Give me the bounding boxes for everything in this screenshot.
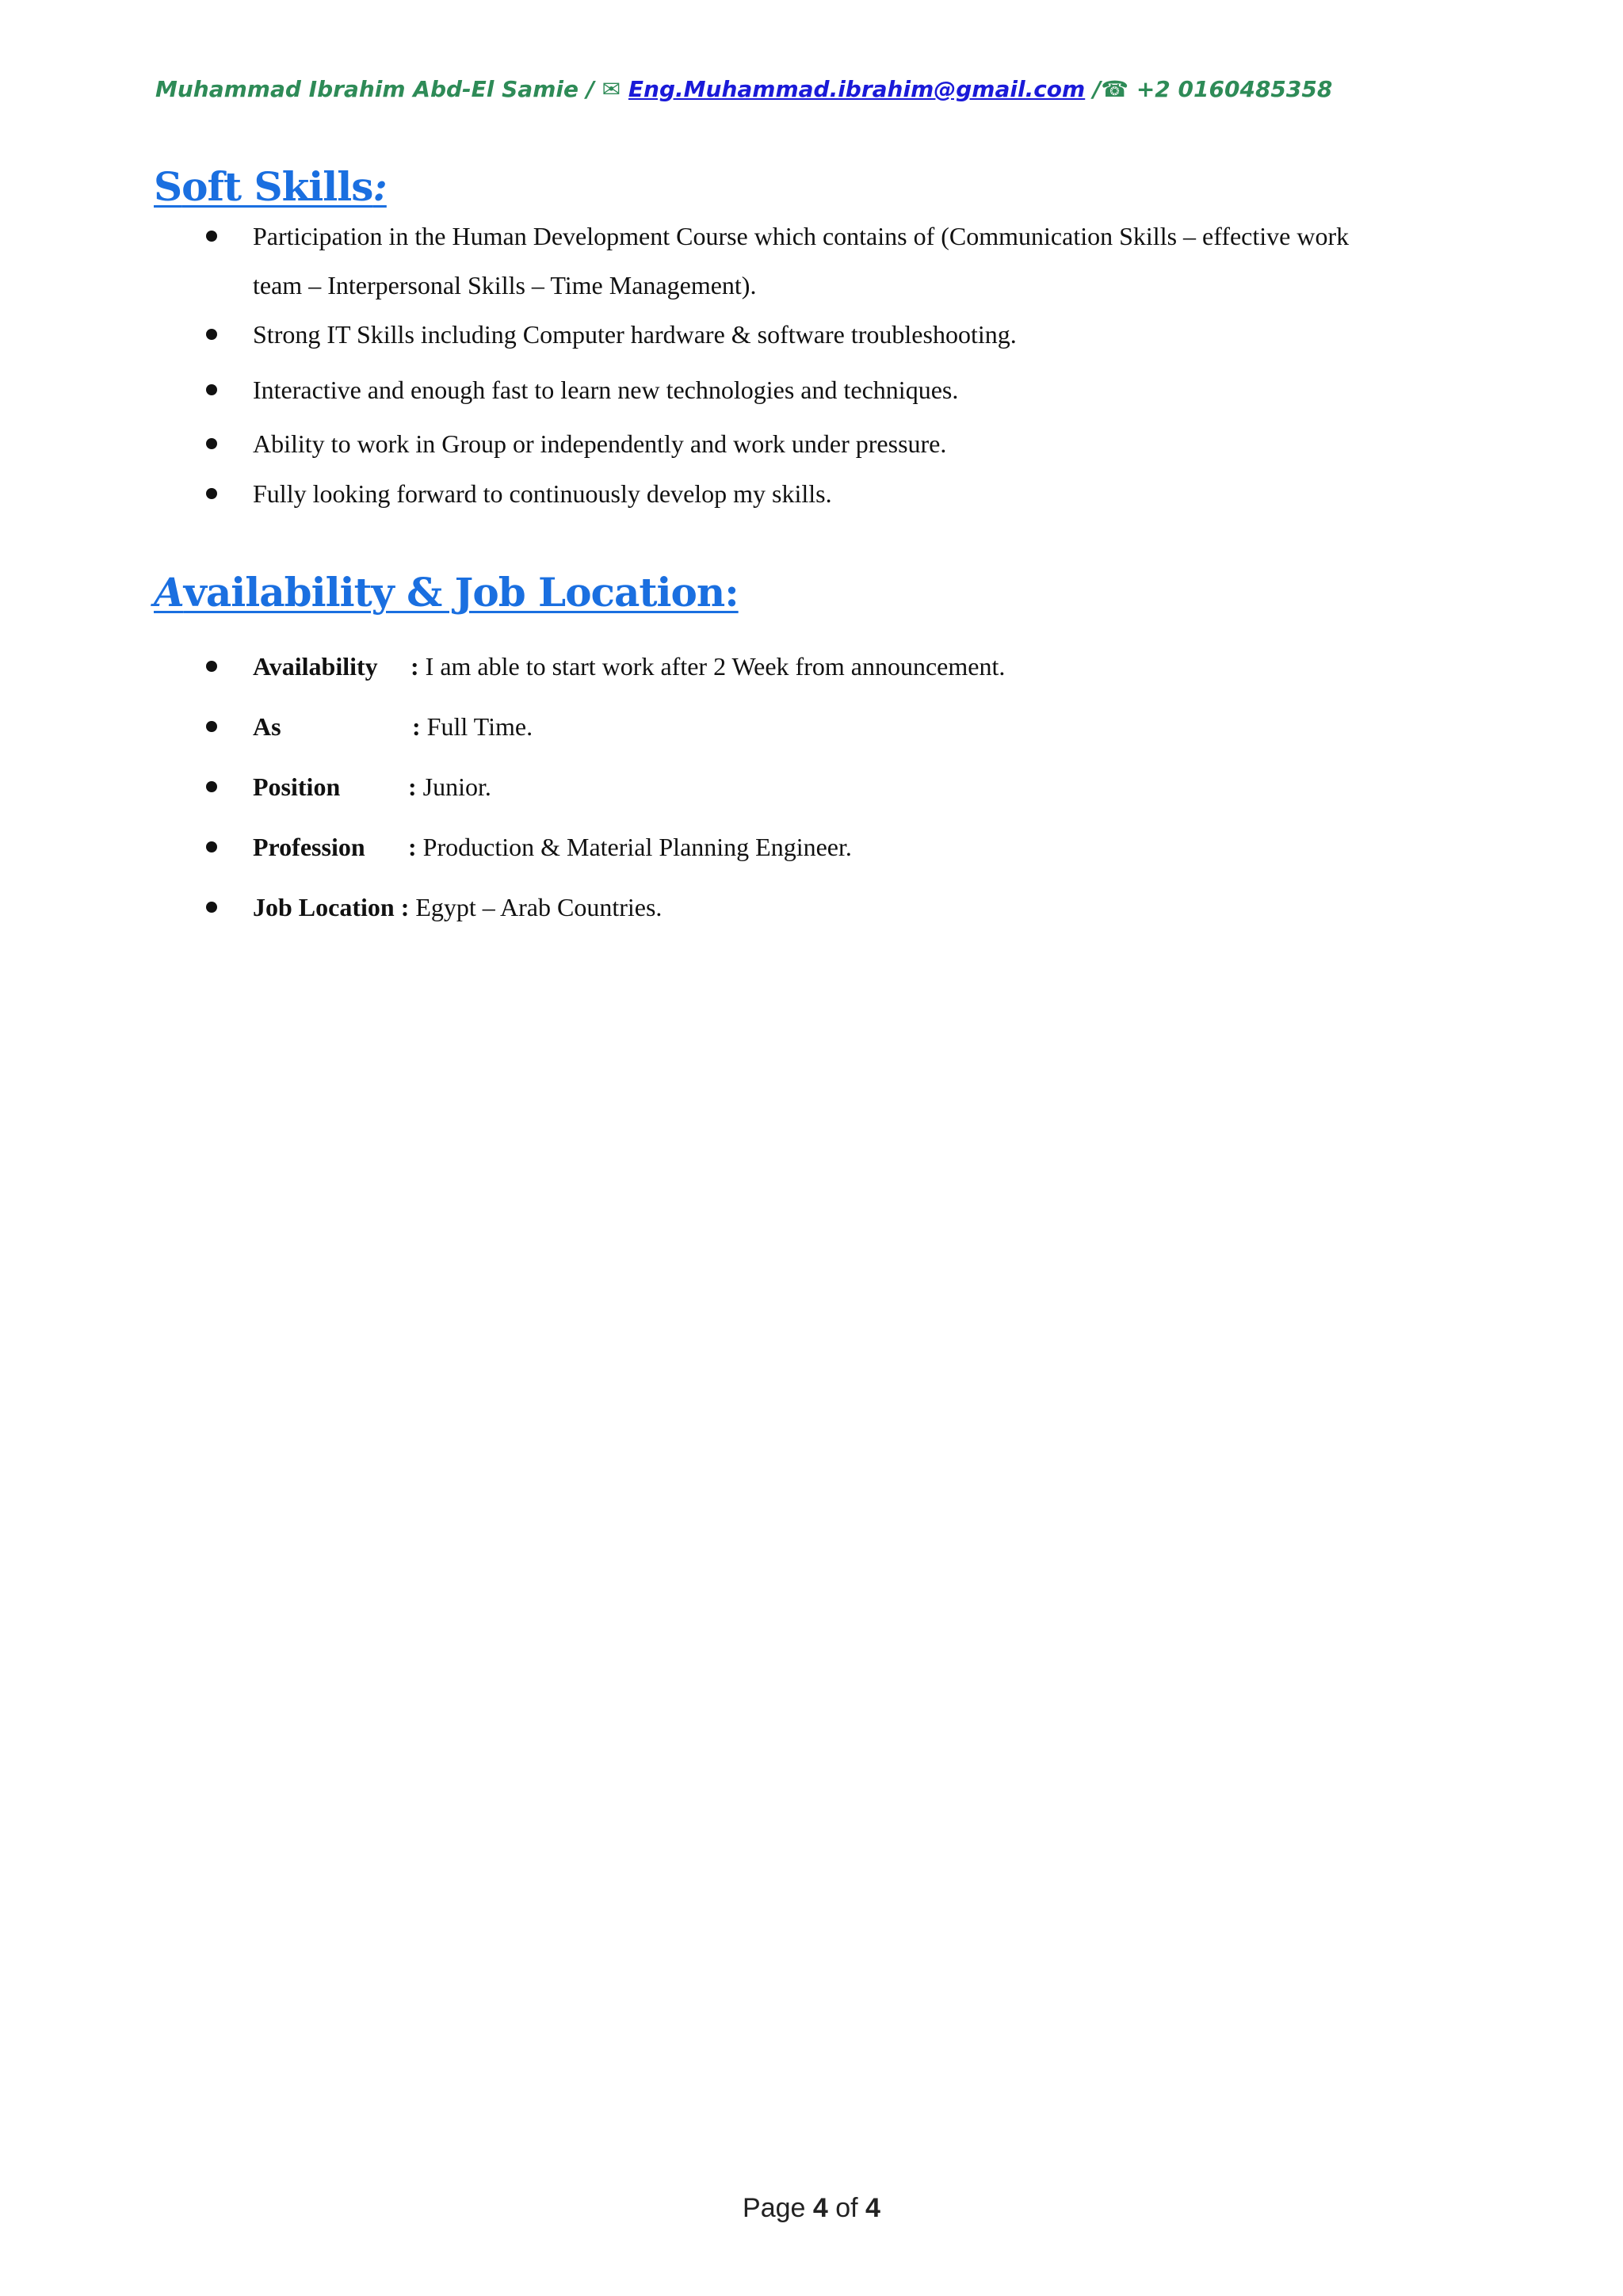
bullet-icon [206,721,217,732]
field-label: Position [253,772,341,801]
bullet-icon [206,781,217,792]
field-label: Availability [253,652,378,681]
bullet-icon [206,438,217,449]
email-link[interactable]: Eng.Muhammad.ibrahim@gmail.com [628,76,1086,102]
field-value: Full Time. [420,712,533,741]
availability-heading: Availability & Job Location: [154,569,739,616]
field-value: Production & Material Planning Engineer. [416,833,852,861]
bullet-icon [206,231,217,242]
bullet-icon [206,488,217,499]
bullet-icon [206,841,217,852]
field-label: Profession [253,833,365,861]
bullet-icon [206,329,217,340]
candidate-name: Muhammad Ibrahim Abd-El Samie [155,76,579,102]
page-number: Page 4 of 4 [743,2193,880,2223]
header-separator: / [1085,76,1102,102]
bullet-icon [206,661,217,672]
field-value: Egypt – Arab Countries. [409,893,663,921]
field-label: Job Location [253,893,395,921]
bullet-icon [206,384,217,395]
phone-number: +2 0160485358 [1128,76,1333,102]
header-separator: / [578,76,602,102]
soft-skills-heading: Soft Skills: [154,163,387,210]
phone-icon: ☎ [1101,76,1129,102]
envelope-icon: ✉ [601,76,621,102]
field-value: Junior. [416,772,491,801]
field-value: I am able to start work after 2 Week from announcement. [418,652,1006,681]
bullet-icon [206,902,217,913]
contact-header [155,76,1332,102]
field-label: As [253,712,281,741]
